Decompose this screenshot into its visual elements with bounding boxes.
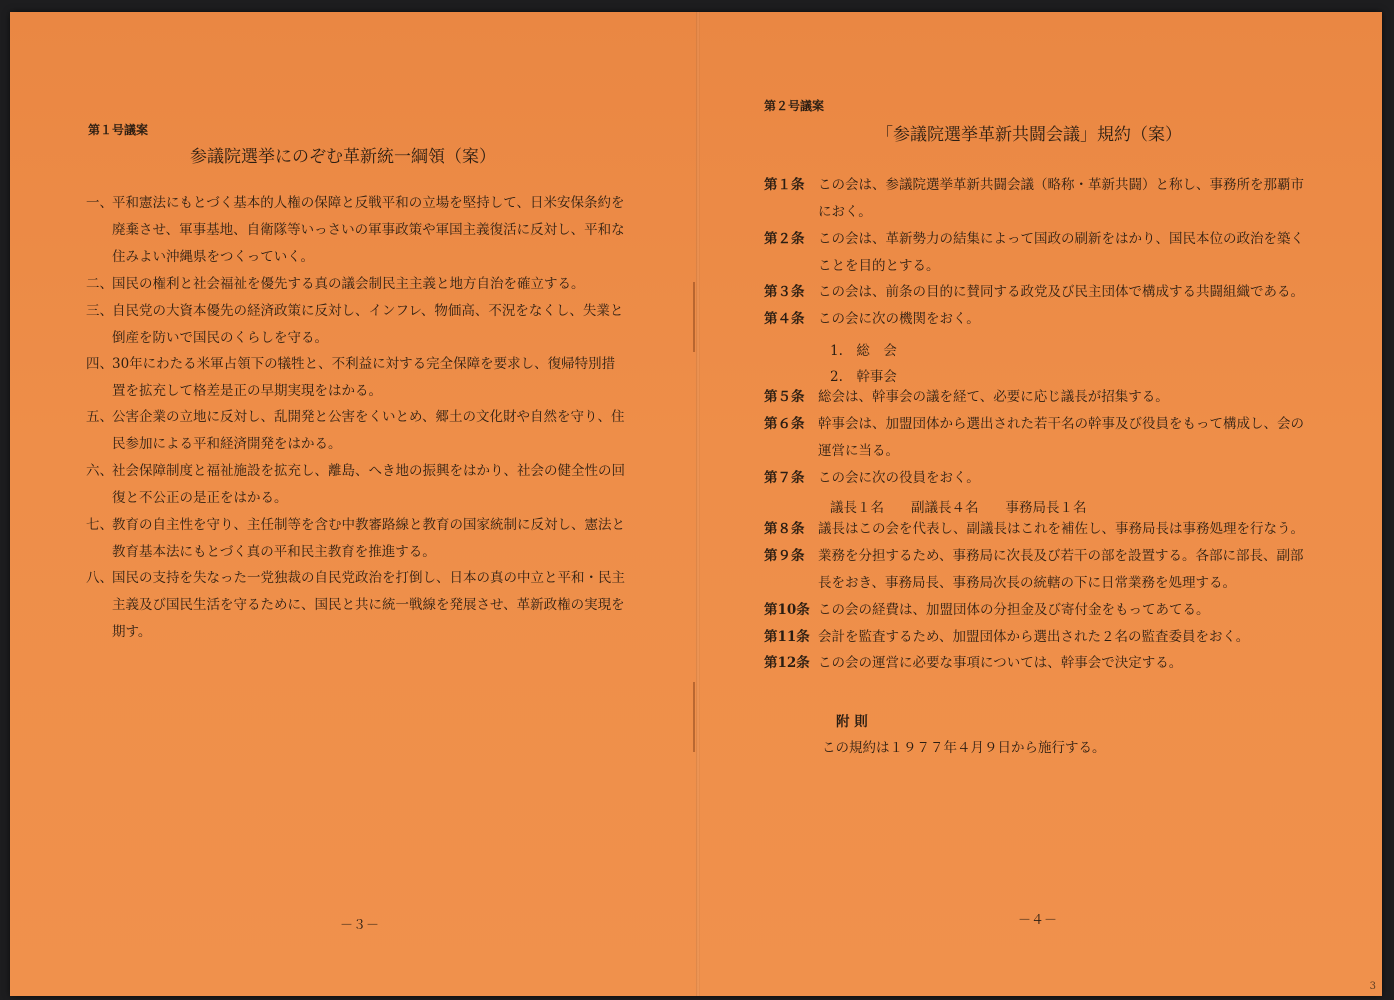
article-number: 第９条 (764, 548, 805, 564)
item-text: 30年にわたる米軍占領下の犠牲と、不利益に対する完全保障を要求し、復帰特別措置を拡充して格差是正の早期実現をはかる。 (112, 356, 616, 399)
officer-list: 議長１名 副議長４名 事務局長１名 (830, 500, 1087, 516)
supplementary-text: この規約は１９７７年４月９日から施行する。 (822, 740, 1106, 756)
item-text: 平和憲法にもとづく基本的人権の保障と反戦平和の立場を堅持して、日米安保条約を廃棄させ、軍事基地、自衛隊等いっさいの軍事政策や軍国主義復活に反対し、平和な住みよい沖縄県をつくっていく。 (112, 195, 625, 265)
item-marker: 七、 (86, 517, 113, 533)
article (764, 226, 1304, 280)
article-number: 第２条 (764, 231, 805, 247)
organ-item: 2. 幹事会 (830, 369, 897, 385)
list-item (86, 565, 626, 646)
item-marker: 四、 (86, 356, 113, 372)
list-item (86, 351, 626, 405)
article (764, 306, 1304, 333)
item-marker: 八、 (86, 570, 113, 586)
article-number: 第11条 (764, 629, 810, 645)
article (764, 465, 1304, 492)
supplementary-heading: 附 則 (836, 714, 868, 730)
article (764, 516, 1304, 543)
item-text: 自民党の大資本優先の経済政策に反対し、インフレ、物価高、不況をなくし、失業と倒産を防いで国民のくらしを守る。 (112, 303, 624, 346)
article-text: 総会は、幹事会の議を経て、必要に応じ議長が招集する。 (818, 389, 1169, 405)
article-text: 業務を分担するため、事務局に次長及び若干の部を設置する。各部に部長、副部長をおき、事務局長、事務局次長の統轄の下に日常業務を処理する。 (818, 548, 1304, 591)
page-title: 「参議院選挙革新共闘会議」規約（案） (876, 125, 1182, 145)
article (764, 543, 1304, 597)
article (764, 597, 1304, 624)
article-number: 第６条 (764, 416, 805, 432)
article-number: 第５条 (764, 389, 805, 405)
article-text: 議長はこの会を代表し、副議長はこれを補佐し、事務局長は事務処理を行なう。 (818, 521, 1304, 537)
proposal-label: 第２号議案 (764, 99, 825, 113)
proposal-label: 第１号議案 (88, 123, 149, 137)
article-number: 第12条 (764, 655, 810, 671)
list-item (86, 512, 626, 566)
item-marker: 三、 (86, 303, 113, 319)
article-text: この会の経費は、加盟団体の分担金及び寄付金をもってあてる。 (818, 602, 1210, 618)
article (764, 384, 1304, 411)
list-item (86, 458, 626, 512)
article-number: 第３条 (764, 284, 805, 300)
article-text: この会の運営に必要な事項については、幹事会で決定する。 (818, 655, 1183, 671)
article (764, 624, 1304, 651)
organ-item: 1. 総 会 (830, 343, 897, 359)
article (764, 172, 1304, 226)
list-item (86, 298, 626, 352)
article-text: この会は、革新勢力の結集によって国政の刷新をはかり、国民本位の政治を築くことを目的とする。 (818, 231, 1304, 274)
item-text: 社会保障制度と福祉施設を拡充し、離島、へき地の振興をはかり、社会の健全性の回復と不公正の是正をはかる。 (112, 463, 625, 506)
article-text: 幹事会は、加盟団体から選出された若干名の幹事及び役員をもって構成し、会の運営に当る。 (818, 416, 1304, 459)
item-marker: 六、 (86, 463, 113, 479)
left-page (10, 12, 696, 996)
article (764, 411, 1304, 465)
article-number: 第１条 (764, 177, 805, 193)
article-number: 第８条 (764, 521, 805, 537)
article (764, 650, 1304, 677)
article-text: 会計を監査するため、加盟団体から選出された２名の監査委員をおく。 (818, 629, 1250, 645)
item-marker: 一、 (86, 195, 113, 211)
article-text: この会に次の役員をおく。 (818, 470, 980, 486)
article-number: 第７条 (764, 470, 805, 486)
article-text: この会は、前条の目的に賛同する政党及び民主団体で構成する共闘組織である。 (818, 284, 1304, 300)
item-text: 国民の権利と社会福祉を優先する真の議会制民主主義と地方自治を確立する。 (112, 276, 585, 292)
list-item (86, 190, 626, 271)
item-text: 公害企業の立地に反対し、乱開発と公害をくいとめ、郷土の文化財や自然を守り、住民参加による平和経済開発をはかる。 (112, 409, 625, 452)
article (764, 279, 1304, 306)
item-marker: 五、 (86, 409, 113, 425)
page-number: －３－ (340, 918, 380, 933)
corner-mark: 3 (1369, 981, 1376, 992)
item-text: 教育の自主性を守り、主任制等を含む中教審路線と教育の国家統制に反対し、憲法と教育基本法にもとづく真の平和民主教育を推進する。 (112, 517, 625, 560)
right-page (700, 12, 1382, 996)
item-text: 国民の支持を失なった一党独裁の自民党政治を打倒し、日本の真の中立と平和・民主主義及び国民生活を守るために、国民と共に統一戦線を発展させ、革新政権の実現を期す。 (112, 570, 625, 640)
page-title: 参議院選挙にのぞむ革新統一綱領（案） (190, 147, 496, 167)
article-number: 第４条 (764, 311, 805, 327)
list-item (86, 271, 626, 298)
page-number: －４－ (1018, 913, 1058, 928)
item-marker: 二、 (86, 276, 113, 292)
list-item (86, 404, 626, 458)
article-text: この会に次の機関をおく。 (818, 311, 980, 327)
document-sheet (10, 12, 1382, 996)
article-text: この会は、参議院選挙革新共闘会議（略称・革新共闘）と称し、事務所を那覇市におく。 (818, 177, 1304, 220)
article-number: 第10条 (764, 602, 810, 618)
